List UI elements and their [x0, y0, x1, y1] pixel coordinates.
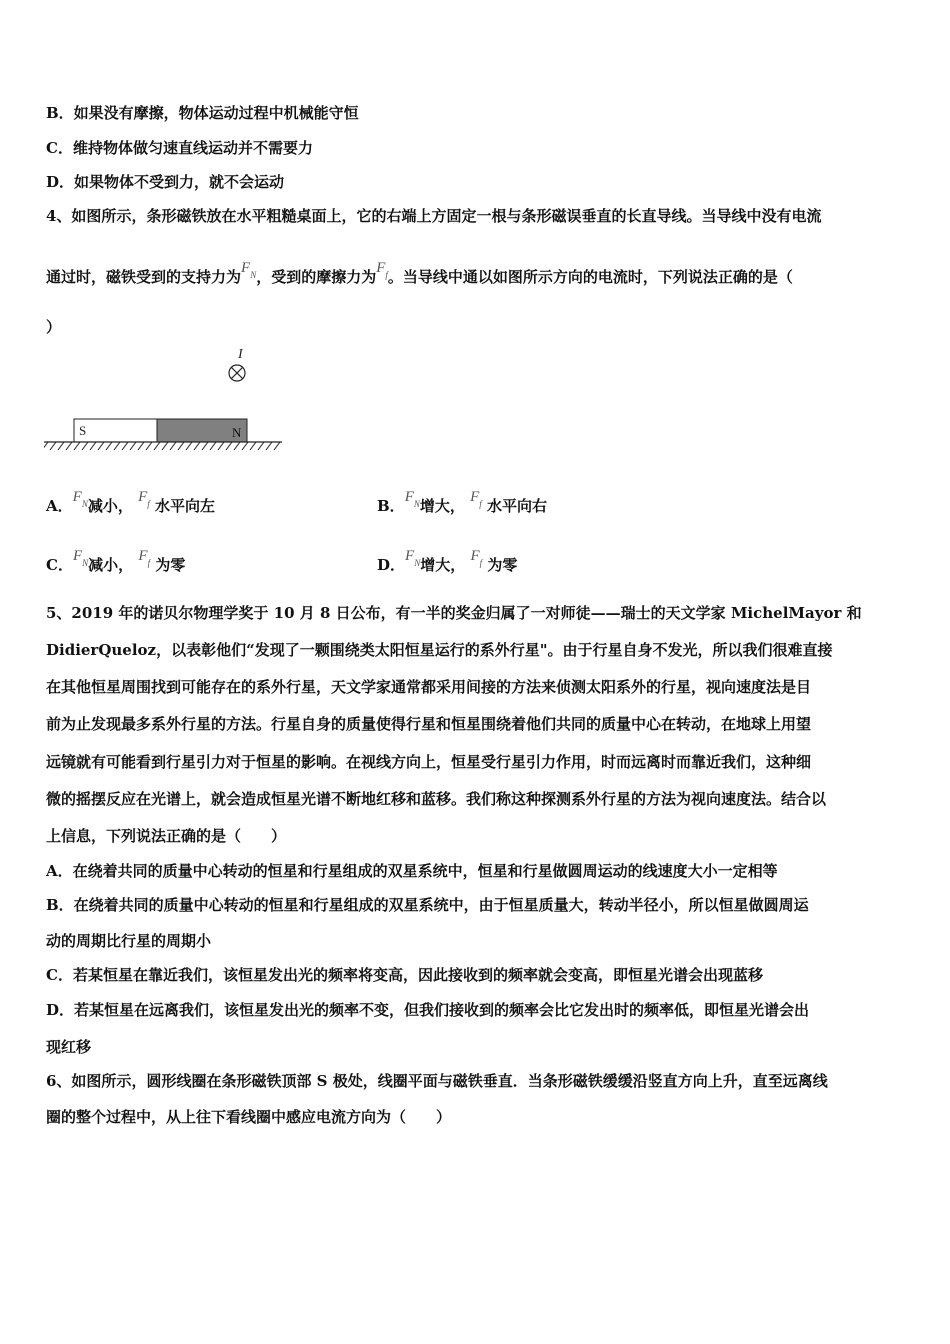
q6-stem-line-1: 6、如图所示，圆形线圈在条形磁铁顶部 S 极处，线圈平面与磁铁垂直．当条形磁铁缓缓沿竖直方向上升，直至远离线	[46, 1072, 828, 1090]
hatch-mark	[234, 442, 240, 450]
pole-n-label: N	[232, 425, 242, 440]
hatch-mark	[138, 442, 144, 450]
q5-stem-line-3: 在其他恒星周围找到可能存在的系外行星，天文学家通常都采用间接的方法来侦测太阳系外的行星，视向速度法是目	[46, 678, 812, 696]
q4-stem-line-3: ）	[46, 318, 62, 336]
q4-stem-line-2	[46, 260, 793, 288]
hatch-mark	[266, 442, 272, 450]
q5-option-d-line-2: 现红移	[46, 1038, 92, 1056]
hatch-mark	[162, 442, 168, 450]
q4-stem-text-a: 通过时，磁铁受到的支持力为	[46, 268, 242, 286]
hatch-mark	[186, 442, 192, 450]
hatch-mark	[98, 442, 104, 450]
q3-option-c: C．维持物体做匀速直线运动并不需要力	[46, 139, 313, 157]
q3-option-d: D．如果物体不受到力，就不会运动	[46, 173, 285, 191]
q4-stem-text-c: 。当导线中通以如图所示方向的电流时，下列说法正确的是（	[387, 268, 793, 286]
hatch-mark	[170, 442, 176, 450]
current-label: I	[238, 347, 243, 362]
hatch-mark	[146, 442, 152, 450]
hatch-mark	[66, 442, 72, 450]
q5-stem-line-2: DidierQueloz，以表彰他们“发现了一颗围绕类太阳恒星运行的系外行星"。由于行星自身不发光，所以我们很难直接	[46, 641, 833, 659]
q5-option-c: C．若某恒星在靠近我们，该恒星发出光的频率将变高，因此接收到的频率就会变高，即恒星光谱会出现蓝移	[46, 966, 763, 984]
friction-force-symbol: $F_f$	[376, 260, 388, 280]
hatch-mark	[90, 442, 96, 450]
q4-option-d: D．$F_N$增大， $F_f$ 为零	[377, 548, 518, 574]
q4-stem-line-1: 4、如图所示，条形磁铁放在水平粗糙桌面上，它的右端上方固定一根与条形磁误垂直的长直导线。当导线中没有电流	[46, 207, 822, 225]
hatch-mark	[210, 442, 216, 450]
hatch-mark	[58, 442, 64, 450]
hatch-mark	[258, 442, 264, 450]
hatch-mark	[74, 442, 80, 450]
hatch-mark	[106, 442, 112, 450]
hatch-mark	[242, 442, 248, 450]
q6-stem-line-2: 圈的整个过程中，从上往下看线圈中感应电流方向为（ ）	[46, 1108, 452, 1126]
hatch-mark	[50, 442, 56, 450]
hatch-mark	[44, 442, 48, 450]
pole-s-label: S	[79, 423, 87, 438]
hatch-mark	[82, 442, 88, 450]
magnet-wire-figure	[44, 346, 284, 454]
hatch-mark	[122, 442, 128, 450]
hatch-mark	[178, 442, 184, 450]
q5-stem-line-5: 远镜就有可能看到行星引力对于恒星的影响。在视线方向上，恒星受行星引力作用，时而远离时而靠近我们，这种细	[46, 753, 812, 771]
hatch-mark	[274, 442, 280, 450]
q5-option-b-line-1: B．在绕着共同的质量中心转动的恒星和行星组成的双星系统中，由于恒星质量大，转动半径小，所以恒星做圆周运	[46, 896, 809, 914]
magnet-s-half	[74, 419, 157, 442]
hatch-mark	[114, 442, 120, 450]
q5-stem-line-7: 上信息，下列说法正确的是（ ）	[46, 827, 287, 845]
normal-force-symbol: $F_N$	[241, 260, 257, 280]
hatch-mark	[226, 442, 232, 450]
q3-option-b: B．如果没有摩擦，物体运动过程中机械能守恒	[46, 104, 359, 122]
wire-current-into-page-icon	[229, 365, 245, 381]
hatch-mark	[194, 442, 200, 450]
q5-option-d-line-1: D．若某恒星在远离我们，该恒星发出光的频率不变，但我们接收到的频率会比它发出时的频率低，即恒星光谱会出	[46, 1001, 810, 1019]
hatch-mark	[218, 442, 224, 450]
q5-option-a: A．在绕着共同的质量中心转动的恒星和行星组成的双星系统中，恒星和行星做圆周运动的线速度大小一定相等	[46, 862, 778, 880]
q4-option-a: A．$F_N$减小， $F_f$ 水平向左	[46, 489, 216, 515]
q4-option-c: C．$F_N$减小， $F_f$ 为零	[46, 548, 186, 574]
q5-stem-line-4: 前为止发现最多系外行星的方法。行星自身的质量使得行星和恒星围绕着他们共同的质量中心在转动，在地球上用望	[46, 715, 812, 733]
q5-stem-line-1: 5、2019 年的诺贝尔物理学奖于 10 月 8 日公布，有一半的奖金归属了一对师徒——瑞士的天文学家 MichelMayor 和	[46, 604, 862, 622]
hatch-mark	[154, 442, 160, 450]
q5-stem-line-6: 微的摇摆反应在光谱上，就会造成恒星光谱不断地红移和蓝移。我们称这种探测系外行星的方法为视向速度法。结合以	[46, 790, 827, 808]
q5-option-b-line-2: 动的周期比行星的周期小	[46, 932, 212, 950]
hatch-mark	[202, 442, 208, 450]
table-hatching	[44, 442, 280, 450]
hatch-mark	[130, 442, 136, 450]
q4-stem-text-b: ，受到的摩擦力为	[256, 268, 377, 286]
hatch-mark	[250, 442, 256, 450]
q4-option-b: B．$F_N$增大， $F_f$ 水平向右	[377, 489, 548, 515]
